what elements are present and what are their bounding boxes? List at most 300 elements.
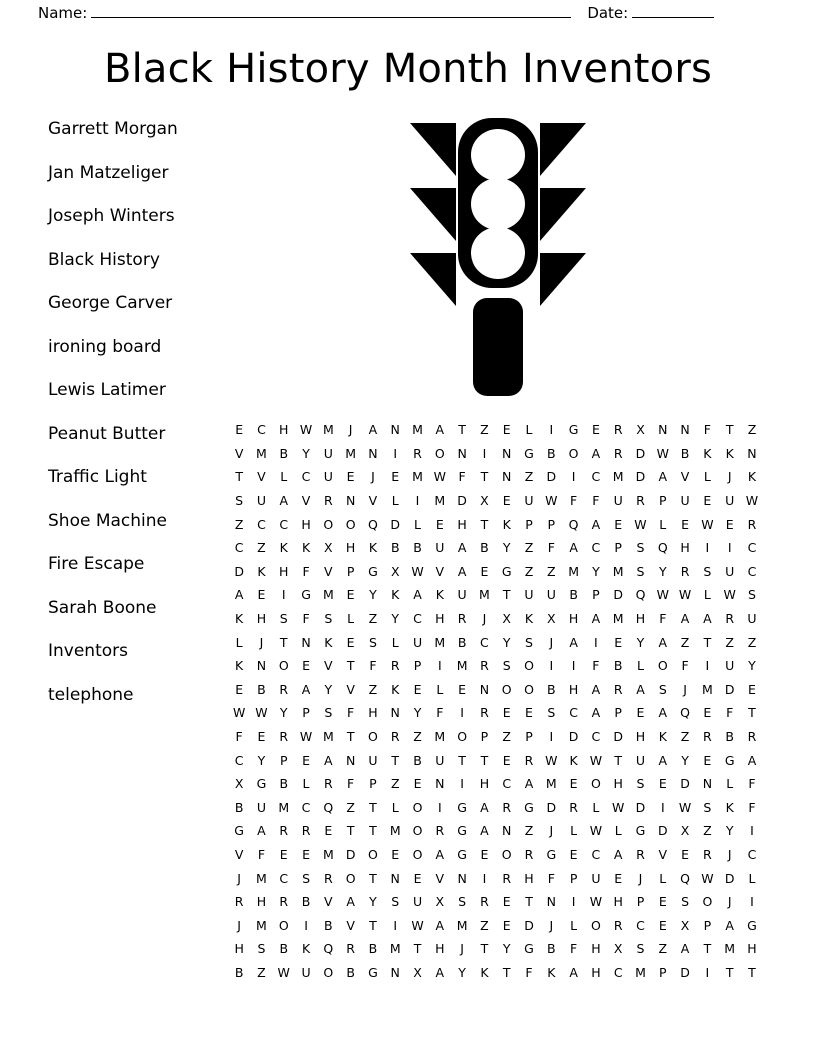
grid-cell[interactable]: Z: [368, 681, 378, 697]
grid-cell[interactable]: A: [658, 705, 668, 721]
grid-cell[interactable]: A: [279, 493, 289, 509]
grid-cell[interactable]: E: [502, 422, 511, 438]
grid-cell[interactable]: N: [546, 894, 556, 910]
grid-cell[interactable]: U: [613, 493, 623, 509]
grid-cell[interactable]: Z: [680, 634, 690, 650]
grid-cell[interactable]: A: [569, 540, 578, 556]
grid-cell[interactable]: E: [346, 587, 355, 603]
grid-cell[interactable]: T: [279, 634, 288, 650]
grid-cell[interactable]: Y: [636, 634, 645, 650]
grid-cell[interactable]: J: [237, 917, 241, 933]
grid-cell[interactable]: U: [435, 752, 445, 768]
grid-cell[interactable]: M: [412, 469, 423, 485]
grid-cell[interactable]: E: [591, 422, 600, 438]
grid-cell[interactable]: I: [571, 658, 576, 674]
grid-cell[interactable]: C: [747, 540, 757, 556]
grid-cell[interactable]: W: [433, 469, 446, 485]
grid-cell[interactable]: I: [571, 894, 576, 910]
grid-cell[interactable]: E: [346, 469, 355, 485]
grid-cell[interactable]: W: [277, 964, 290, 980]
grid-cell[interactable]: S: [748, 587, 756, 603]
grid-cell[interactable]: A: [703, 611, 712, 627]
grid-cell[interactable]: S: [502, 658, 511, 674]
grid-cell[interactable]: F: [369, 658, 377, 674]
grid-cell[interactable]: E: [435, 516, 444, 532]
grid-cell[interactable]: A: [413, 587, 422, 603]
grid-cell[interactable]: K: [435, 587, 444, 603]
grid-cell[interactable]: T: [525, 894, 533, 910]
grid-cell[interactable]: O: [524, 658, 534, 674]
grid-cell[interactable]: T: [502, 964, 511, 980]
grid-cell[interactable]: V: [257, 469, 266, 485]
grid-cell[interactable]: L: [280, 469, 288, 485]
grid-cell[interactable]: G: [635, 823, 646, 839]
grid-cell[interactable]: F: [570, 493, 578, 509]
grid-cell[interactable]: N: [435, 776, 445, 792]
grid-cell[interactable]: E: [413, 870, 422, 886]
grid-cell[interactable]: Z: [703, 823, 712, 839]
grid-cell[interactable]: Z: [747, 422, 757, 438]
grid-cell[interactable]: R: [323, 776, 333, 792]
grid-cell[interactable]: A: [636, 681, 645, 697]
grid-cell[interactable]: E: [502, 493, 511, 509]
grid-cell[interactable]: I: [750, 894, 754, 910]
grid-cell[interactable]: K: [279, 540, 288, 556]
grid-cell[interactable]: W: [299, 422, 313, 438]
grid-cell[interactable]: D: [724, 870, 735, 886]
grid-cell[interactable]: U: [412, 634, 423, 650]
grid-cell[interactable]: S: [636, 776, 645, 792]
grid-cell[interactable]: G: [524, 941, 534, 957]
grid-cell[interactable]: H: [279, 563, 289, 579]
grid-cell[interactable]: N: [457, 445, 467, 461]
grid-cell[interactable]: D: [390, 516, 401, 532]
grid-cell[interactable]: J: [549, 634, 554, 650]
grid-cell[interactable]: V: [346, 917, 355, 933]
grid-cell[interactable]: M: [256, 917, 267, 933]
grid-cell[interactable]: B: [301, 894, 311, 910]
grid-cell[interactable]: D: [635, 799, 646, 815]
grid-cell[interactable]: T: [725, 422, 734, 438]
grid-cell[interactable]: U: [725, 493, 735, 509]
grid-cell[interactable]: Z: [524, 540, 534, 556]
grid-cell[interactable]: E: [658, 776, 667, 792]
grid-cell[interactable]: T: [480, 516, 489, 532]
grid-cell[interactable]: T: [748, 705, 756, 721]
grid-cell[interactable]: A: [257, 823, 266, 839]
grid-cell[interactable]: E: [279, 846, 288, 862]
grid-cell[interactable]: I: [460, 776, 464, 792]
grid-cell[interactable]: W: [701, 516, 714, 532]
grid-cell[interactable]: T: [458, 422, 466, 438]
grid-cell[interactable]: C: [591, 846, 601, 862]
grid-cell[interactable]: I: [482, 445, 487, 461]
grid-cell[interactable]: D: [635, 469, 646, 485]
grid-cell[interactable]: O: [501, 846, 512, 862]
grid-cell[interactable]: A: [591, 445, 601, 461]
grid-cell[interactable]: D: [234, 563, 244, 579]
grid-cell[interactable]: X: [435, 894, 445, 910]
grid-cell[interactable]: Z: [547, 563, 556, 579]
grid-cell[interactable]: C: [279, 516, 289, 532]
grid-cell[interactable]: R: [480, 705, 489, 721]
grid-cell[interactable]: A: [591, 705, 601, 721]
grid-cell[interactable]: S: [257, 941, 266, 957]
grid-cell[interactable]: Z: [524, 823, 534, 839]
grid-cell[interactable]: P: [525, 516, 533, 532]
grid-cell[interactable]: B: [413, 540, 422, 556]
grid-cell[interactable]: C: [591, 469, 601, 485]
grid-cell[interactable]: Y: [324, 681, 333, 697]
grid-cell[interactable]: T: [369, 799, 377, 815]
grid-cell[interactable]: E: [502, 752, 511, 768]
grid-cell[interactable]: F: [458, 469, 466, 485]
grid-cell[interactable]: M: [434, 729, 446, 745]
grid-cell[interactable]: C: [279, 870, 289, 886]
grid-cell[interactable]: L: [391, 634, 399, 650]
grid-cell[interactable]: U: [256, 493, 267, 509]
grid-cell[interactable]: J: [259, 634, 264, 650]
grid-cell[interactable]: Z: [390, 776, 400, 792]
grid-cell[interactable]: V: [435, 563, 445, 579]
grid-cell[interactable]: W: [656, 587, 669, 603]
grid-cell[interactable]: J: [727, 894, 732, 910]
grid-cell[interactable]: C: [747, 563, 757, 579]
grid-cell[interactable]: B: [457, 634, 467, 650]
grid-cell[interactable]: R: [279, 729, 289, 745]
grid-cell[interactable]: B: [279, 941, 289, 957]
grid-cell[interactable]: U: [323, 445, 333, 461]
grid-cell[interactable]: Z: [524, 563, 534, 579]
grid-cell[interactable]: L: [637, 658, 644, 674]
grid-cell[interactable]: V: [324, 563, 333, 579]
grid-cell[interactable]: T: [346, 729, 355, 745]
grid-cell[interactable]: P: [592, 587, 600, 603]
grid-cell[interactable]: K: [747, 469, 757, 485]
grid-cell[interactable]: O: [590, 776, 601, 792]
grid-cell[interactable]: E: [257, 729, 266, 745]
grid-cell[interactable]: Z: [480, 422, 489, 438]
grid-cell[interactable]: G: [501, 563, 512, 579]
grid-cell[interactable]: G: [457, 799, 467, 815]
grid-cell[interactable]: S: [458, 894, 467, 910]
grid-cell[interactable]: Y: [391, 611, 400, 627]
grid-cell[interactable]: B: [279, 445, 289, 461]
grid-cell[interactable]: H: [479, 776, 490, 792]
grid-cell[interactable]: F: [592, 658, 600, 674]
grid-cell[interactable]: J: [348, 422, 353, 438]
grid-cell[interactable]: Z: [480, 917, 489, 933]
grid-cell[interactable]: A: [747, 752, 757, 768]
grid-cell[interactable]: N: [390, 870, 400, 886]
grid-cell[interactable]: A: [435, 964, 445, 980]
grid-cell[interactable]: L: [726, 776, 734, 792]
grid-cell[interactable]: R: [390, 729, 400, 745]
grid-cell[interactable]: E: [748, 681, 756, 697]
date-input-line[interactable]: [632, 6, 714, 18]
grid-cell[interactable]: T: [391, 752, 400, 768]
grid-cell[interactable]: O: [323, 516, 334, 532]
grid-cell[interactable]: T: [480, 752, 489, 768]
grid-cell[interactable]: U: [323, 469, 333, 485]
grid-cell[interactable]: R: [279, 894, 289, 910]
grid-cell[interactable]: O: [368, 729, 378, 745]
grid-cell[interactable]: U: [725, 658, 735, 674]
grid-cell[interactable]: W: [656, 445, 669, 461]
grid-cell[interactable]: O: [345, 870, 356, 886]
grid-cell[interactable]: F: [302, 611, 310, 627]
grid-cell[interactable]: P: [279, 752, 288, 768]
grid-cell[interactable]: E: [480, 846, 489, 862]
grid-cell[interactable]: Y: [369, 894, 377, 910]
grid-cell[interactable]: B: [680, 445, 690, 461]
grid-cell[interactable]: M: [545, 776, 557, 792]
grid-cell[interactable]: L: [703, 587, 711, 603]
grid-cell[interactable]: T: [480, 469, 489, 485]
grid-cell[interactable]: H: [234, 941, 244, 957]
grid-cell[interactable]: L: [703, 469, 711, 485]
grid-cell[interactable]: P: [525, 729, 533, 745]
grid-cell[interactable]: F: [748, 799, 756, 815]
grid-cell[interactable]: X: [680, 917, 690, 933]
grid-cell[interactable]: P: [659, 964, 667, 980]
grid-cell[interactable]: P: [346, 563, 355, 579]
grid-cell[interactable]: P: [413, 658, 422, 674]
grid-cell[interactable]: Y: [658, 563, 667, 579]
grid-cell[interactable]: E: [302, 658, 310, 674]
grid-cell[interactable]: W: [299, 729, 313, 745]
grid-cell[interactable]: Y: [502, 941, 511, 957]
grid-cell[interactable]: G: [524, 799, 534, 815]
grid-cell[interactable]: Y: [592, 563, 600, 579]
grid-cell[interactable]: A: [480, 823, 489, 839]
grid-cell[interactable]: H: [256, 611, 267, 627]
grid-cell[interactable]: X: [680, 823, 690, 839]
grid-cell[interactable]: U: [635, 752, 646, 768]
grid-cell[interactable]: W: [589, 752, 603, 768]
grid-cell[interactable]: K: [235, 611, 244, 627]
grid-cell[interactable]: R: [413, 445, 422, 461]
grid-cell[interactable]: L: [748, 870, 756, 886]
grid-cell[interactable]: Q: [323, 941, 334, 957]
grid-cell[interactable]: T: [369, 823, 377, 839]
grid-cell[interactable]: H: [301, 516, 311, 532]
grid-cell[interactable]: T: [369, 917, 377, 933]
grid-cell[interactable]: I: [437, 658, 442, 674]
grid-cell[interactable]: D: [657, 823, 668, 839]
grid-cell[interactable]: R: [613, 445, 623, 461]
grid-cell[interactable]: N: [680, 422, 690, 438]
grid-cell[interactable]: Q: [323, 799, 334, 815]
grid-cell[interactable]: M: [456, 658, 468, 674]
grid-cell[interactable]: N: [390, 422, 400, 438]
grid-cell[interactable]: F: [525, 964, 533, 980]
grid-cell[interactable]: T: [413, 941, 422, 957]
grid-cell[interactable]: W: [745, 493, 759, 509]
grid-cell[interactable]: V: [435, 870, 445, 886]
grid-cell[interactable]: I: [549, 422, 554, 438]
grid-cell[interactable]: R: [502, 870, 512, 886]
grid-cell[interactable]: P: [614, 705, 622, 721]
grid-cell[interactable]: T: [614, 752, 623, 768]
grid-cell[interactable]: E: [525, 705, 533, 721]
grid-cell[interactable]: I: [571, 469, 576, 485]
grid-cell[interactable]: W: [411, 917, 424, 933]
grid-cell[interactable]: W: [589, 894, 603, 910]
grid-cell[interactable]: I: [393, 917, 398, 933]
grid-cell[interactable]: D: [546, 799, 557, 815]
grid-cell[interactable]: X: [480, 493, 489, 509]
grid-cell[interactable]: N: [368, 445, 378, 461]
grid-cell[interactable]: A: [591, 681, 601, 697]
grid-cell[interactable]: N: [301, 634, 311, 650]
grid-cell[interactable]: A: [591, 516, 601, 532]
grid-cell[interactable]: U: [412, 894, 423, 910]
grid-cell[interactable]: V: [324, 658, 333, 674]
grid-cell[interactable]: R: [569, 799, 578, 815]
grid-cell[interactable]: A: [301, 681, 311, 697]
grid-cell[interactable]: A: [524, 776, 534, 792]
grid-cell[interactable]: V: [234, 846, 244, 862]
grid-cell[interactable]: I: [549, 658, 554, 674]
grid-cell[interactable]: I: [727, 540, 732, 556]
grid-cell[interactable]: J: [371, 469, 375, 485]
grid-cell[interactable]: B: [279, 776, 289, 792]
grid-cell[interactable]: Y: [302, 445, 310, 461]
grid-cell[interactable]: K: [725, 799, 734, 815]
grid-cell[interactable]: M: [322, 729, 334, 745]
grid-cell[interactable]: U: [725, 563, 735, 579]
grid-cell[interactable]: R: [480, 658, 489, 674]
grid-cell[interactable]: H: [591, 964, 601, 980]
grid-cell[interactable]: R: [502, 799, 512, 815]
grid-cell[interactable]: F: [302, 563, 310, 579]
grid-cell[interactable]: M: [635, 964, 646, 980]
grid-cell[interactable]: T: [502, 587, 511, 603]
grid-cell[interactable]: A: [346, 894, 355, 910]
grid-cell[interactable]: O: [434, 445, 445, 461]
grid-cell[interactable]: D: [635, 445, 646, 461]
grid-cell[interactable]: J: [727, 469, 732, 485]
grid-cell[interactable]: H: [568, 681, 579, 697]
grid-cell[interactable]: E: [658, 894, 667, 910]
grid-cell[interactable]: B: [346, 964, 355, 980]
grid-cell[interactable]: A: [569, 634, 578, 650]
grid-cell[interactable]: H: [747, 941, 757, 957]
grid-cell[interactable]: M: [322, 846, 334, 862]
grid-cell[interactable]: D: [613, 587, 624, 603]
grid-cell[interactable]: E: [703, 705, 712, 721]
grid-cell[interactable]: Q: [568, 516, 579, 532]
grid-cell[interactable]: Z: [680, 729, 690, 745]
grid-cell[interactable]: M: [701, 681, 713, 697]
grid-cell[interactable]: J: [549, 917, 554, 933]
grid-cell[interactable]: A: [725, 917, 734, 933]
grid-cell[interactable]: P: [569, 870, 578, 886]
grid-cell[interactable]: M: [434, 634, 446, 650]
grid-cell[interactable]: H: [591, 941, 601, 957]
grid-cell[interactable]: I: [304, 917, 308, 933]
grid-cell[interactable]: E: [502, 894, 511, 910]
grid-cell[interactable]: P: [614, 540, 622, 556]
grid-cell[interactable]: T: [480, 941, 489, 957]
grid-cell[interactable]: E: [569, 776, 578, 792]
grid-cell[interactable]: I: [393, 445, 398, 461]
grid-cell[interactable]: I: [705, 964, 710, 980]
grid-cell[interactable]: W: [255, 705, 268, 721]
grid-cell[interactable]: Y: [725, 823, 734, 839]
grid-cell[interactable]: H: [457, 516, 467, 532]
grid-cell[interactable]: G: [747, 917, 757, 933]
grid-cell[interactable]: M: [278, 799, 290, 815]
grid-cell[interactable]: Z: [747, 634, 757, 650]
grid-cell[interactable]: M: [389, 823, 401, 839]
grid-cell[interactable]: A: [324, 752, 333, 768]
grid-cell[interactable]: R: [524, 752, 534, 768]
grid-cell[interactable]: S: [703, 563, 712, 579]
grid-cell[interactable]: J: [727, 846, 732, 862]
grid-cell[interactable]: K: [569, 752, 578, 768]
grid-cell[interactable]: O: [501, 681, 512, 697]
grid-cell[interactable]: E: [681, 516, 690, 532]
grid-cell[interactable]: G: [234, 823, 244, 839]
grid-cell[interactable]: E: [703, 493, 712, 509]
grid-cell[interactable]: E: [257, 587, 266, 603]
grid-cell[interactable]: E: [391, 469, 400, 485]
grid-cell[interactable]: Y: [279, 705, 288, 721]
grid-cell[interactable]: Z: [502, 729, 511, 745]
grid-cell[interactable]: Y: [502, 540, 511, 556]
grid-cell[interactable]: D: [568, 729, 579, 745]
grid-cell[interactable]: C: [502, 776, 512, 792]
grid-cell[interactable]: J: [237, 870, 241, 886]
grid-cell[interactable]: L: [391, 493, 399, 509]
grid-cell[interactable]: W: [612, 799, 625, 815]
grid-cell[interactable]: A: [569, 964, 578, 980]
grid-cell[interactable]: R: [346, 941, 355, 957]
grid-cell[interactable]: O: [590, 917, 601, 933]
grid-cell[interactable]: B: [480, 540, 489, 556]
grid-cell[interactable]: C: [591, 729, 601, 745]
grid-cell[interactable]: A: [234, 587, 244, 603]
grid-cell[interactable]: I: [549, 729, 554, 745]
grid-cell[interactable]: E: [480, 563, 489, 579]
grid-cell[interactable]: M: [724, 941, 736, 957]
grid-cell[interactable]: G: [368, 964, 378, 980]
grid-cell[interactable]: H: [635, 611, 646, 627]
grid-cell[interactable]: L: [235, 634, 243, 650]
grid-cell[interactable]: L: [347, 611, 355, 627]
grid-cell[interactable]: R: [234, 894, 244, 910]
grid-cell[interactable]: L: [614, 823, 622, 839]
grid-cell[interactable]: B: [547, 445, 556, 461]
grid-cell[interactable]: B: [324, 917, 333, 933]
grid-cell[interactable]: K: [301, 941, 311, 957]
grid-cell[interactable]: B: [413, 752, 422, 768]
grid-cell[interactable]: A: [480, 799, 489, 815]
grid-cell[interactable]: E: [413, 776, 422, 792]
grid-cell[interactable]: E: [391, 846, 400, 862]
grid-cell[interactable]: V: [680, 469, 690, 485]
grid-cell[interactable]: A: [457, 563, 467, 579]
grid-cell[interactable]: O: [457, 729, 468, 745]
grid-cell[interactable]: H: [368, 705, 378, 721]
grid-cell[interactable]: E: [502, 917, 511, 933]
grid-cell[interactable]: E: [658, 917, 667, 933]
grid-cell[interactable]: J: [460, 941, 464, 957]
grid-cell[interactable]: N: [502, 445, 512, 461]
grid-cell[interactable]: B: [234, 799, 244, 815]
